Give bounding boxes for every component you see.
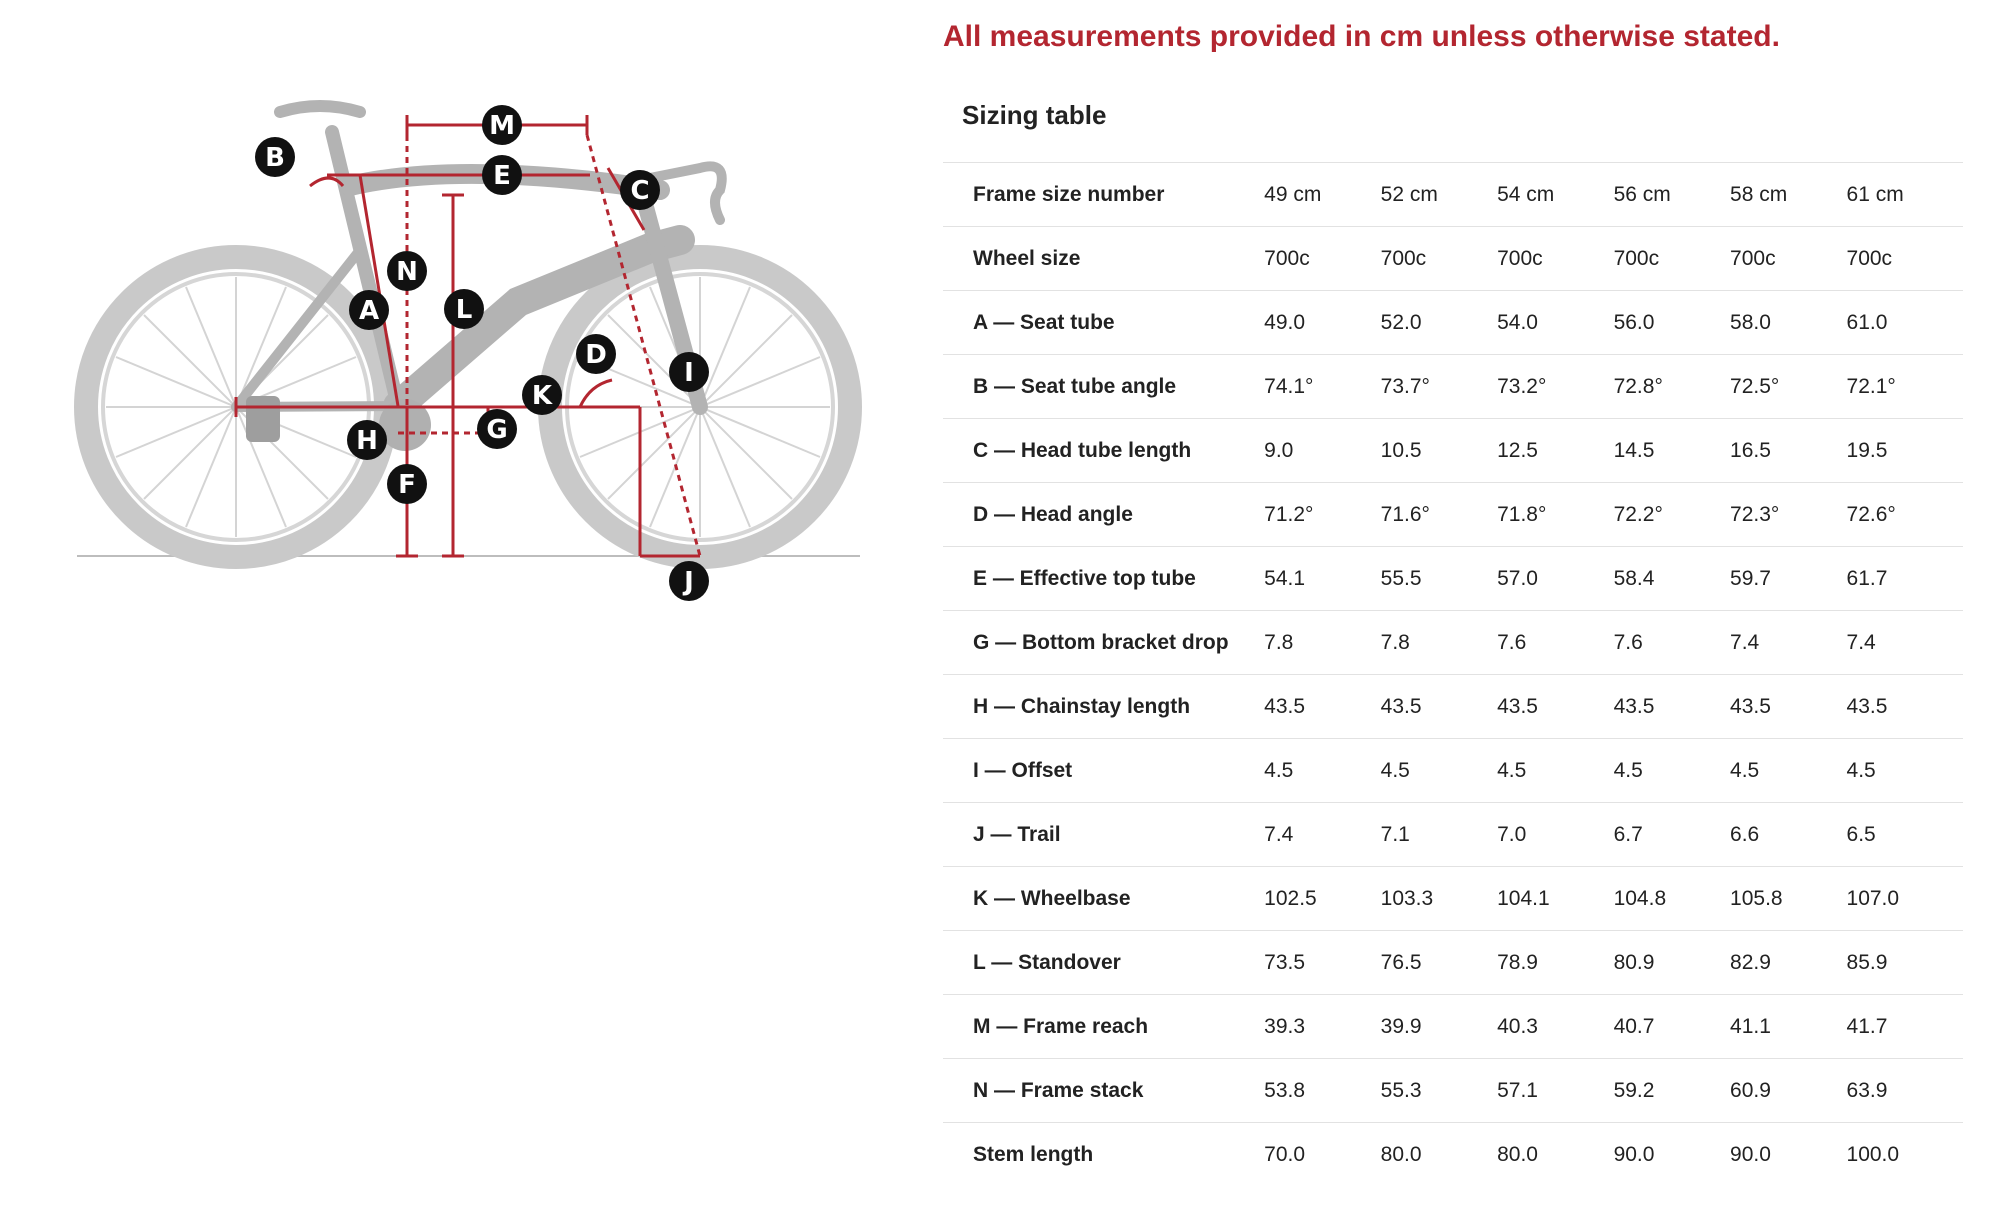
table-cell: 72.8°	[1613, 374, 1663, 398]
table-cell: 71.8°	[1497, 502, 1547, 526]
table-cell: 43.5	[1380, 694, 1422, 718]
table-cell: 56 cm	[1613, 182, 1671, 206]
row-label: H — Chainstay length	[973, 694, 1191, 718]
pin-A	[349, 290, 389, 330]
pin-C	[620, 170, 660, 210]
table-cell: 90.0	[1613, 1142, 1655, 1166]
table-cell: 58.0	[1730, 310, 1771, 334]
bike-geometry-svg	[60, 90, 880, 630]
table-cell: 700c	[1846, 246, 1893, 270]
table-row	[943, 546, 1963, 610]
table-cell: 57.0	[1497, 566, 1538, 590]
table-cell: 7.8	[1264, 630, 1294, 654]
pin-D	[576, 334, 616, 374]
table-row	[943, 482, 1963, 546]
row-label: Frame size number	[973, 182, 1165, 206]
table-cell: 54.1	[1264, 566, 1306, 590]
svg-text:K: K	[531, 381, 553, 411]
table-cell: 90.0	[1730, 1142, 1771, 1166]
table-cell: 80.0	[1497, 1142, 1538, 1166]
table-cell: 53.8	[1264, 1078, 1306, 1102]
table-cell: 700c	[1497, 246, 1543, 270]
table-cell: 40.7	[1613, 1014, 1655, 1038]
table-cell: 6.7	[1613, 822, 1643, 846]
row-label: K — Wheelbase	[973, 886, 1131, 910]
row-label: Stem length	[973, 1142, 1094, 1166]
row-label: B — Seat tube angle	[973, 374, 1177, 398]
table-row	[943, 1058, 1963, 1122]
table-cell: 72.5°	[1730, 374, 1780, 398]
table-row	[943, 162, 1963, 226]
pin-N	[387, 251, 427, 291]
table-cell: 72.1°	[1846, 374, 1896, 398]
table-cell: 43.5	[1264, 694, 1306, 718]
row-label: C — Head tube length	[973, 438, 1192, 462]
table-cell: 700c	[1380, 246, 1427, 270]
svg-text:N: N	[396, 257, 418, 287]
table-cell: 61 cm	[1846, 182, 1904, 206]
table-cell: 7.8	[1380, 630, 1410, 654]
table-cell: 58.4	[1613, 566, 1655, 590]
row-label: N — Frame stack	[973, 1078, 1144, 1102]
table-cell: 85.9	[1846, 950, 1888, 974]
table-cell: 63.9	[1846, 1078, 1888, 1102]
svg-text:F: F	[398, 470, 416, 500]
table-row	[943, 226, 1963, 290]
table-cell: 4.5	[1380, 758, 1410, 782]
table-cell: 43.5	[1497, 694, 1538, 718]
svg-text:I: I	[684, 358, 694, 388]
table-row	[943, 354, 1963, 418]
row-label: A — Seat tube	[973, 310, 1115, 334]
table-cell: 43.5	[1613, 694, 1655, 718]
table-row	[943, 738, 1963, 802]
sizing-table-title: Sizing table	[962, 100, 1107, 130]
measurement-notice: All measurements provided in cm unless otherwise stated.	[943, 20, 1780, 53]
table-row	[943, 930, 1963, 994]
table-cell: 19.5	[1846, 438, 1888, 462]
svg-text:J: J	[684, 567, 694, 597]
table-cell: 55.3	[1380, 1078, 1422, 1102]
table-cell: 6.6	[1730, 822, 1760, 846]
table-cell: 7.0	[1497, 822, 1527, 846]
table-cell: 43.5	[1846, 694, 1888, 718]
table-cell: 39.9	[1380, 1014, 1422, 1038]
table-cell: 59.7	[1730, 566, 1771, 590]
table-cell: 78.9	[1497, 950, 1538, 974]
pin-M	[482, 105, 522, 145]
svg-text:A: A	[358, 296, 380, 326]
svg-text:M: M	[489, 111, 515, 141]
table-cell: 49 cm	[1264, 182, 1322, 206]
pin-K	[522, 375, 562, 415]
table-cell: 700c	[1730, 246, 1776, 270]
row-label: J — Trail	[973, 822, 1061, 846]
table-cell: 82.9	[1730, 950, 1771, 974]
table-cell: 105.8	[1730, 886, 1783, 910]
table-row	[943, 1122, 1963, 1186]
pin-E	[482, 155, 522, 195]
table-cell: 70.0	[1264, 1142, 1306, 1166]
table-cell: 107.0	[1846, 886, 1900, 910]
table-cell: 102.5	[1264, 886, 1317, 910]
table-cell: 72.3°	[1730, 502, 1780, 526]
table-cell: 76.5	[1380, 950, 1422, 974]
svg-text:B: B	[265, 143, 285, 173]
svg-text:C: C	[630, 176, 650, 206]
table-row	[943, 290, 1963, 354]
table-cell: 700c	[1264, 246, 1310, 270]
table-cell: 104.1	[1497, 886, 1550, 910]
row-label: D — Head angle	[973, 502, 1133, 526]
table-row	[943, 674, 1963, 738]
table-cell: 72.2°	[1613, 502, 1663, 526]
table-cell: 4.5	[1613, 758, 1643, 782]
table-cell: 73.2°	[1497, 374, 1547, 398]
svg-text:D: D	[585, 340, 607, 370]
table-cell: 71.6°	[1380, 502, 1430, 526]
table-row	[943, 802, 1963, 866]
row-label: I — Offset	[973, 758, 1073, 782]
table-cell: 72.6°	[1846, 502, 1896, 526]
table-cell: 14.5	[1613, 438, 1655, 462]
table-cell: 43.5	[1730, 694, 1771, 718]
table-cell: 16.5	[1730, 438, 1771, 462]
table-row	[943, 610, 1963, 674]
table-row	[943, 994, 1963, 1058]
table-cell: 58 cm	[1730, 182, 1788, 206]
table-cell: 71.2°	[1264, 502, 1314, 526]
svg-text:L: L	[455, 295, 473, 325]
table-cell: 41.1	[1730, 1014, 1771, 1038]
table-cell: 700c	[1613, 246, 1660, 270]
pin-I	[669, 352, 709, 392]
svg-text:G: G	[486, 415, 508, 445]
table-cell: 7.4	[1730, 630, 1760, 654]
table-cell: 100.0	[1846, 1142, 1900, 1166]
pin-F	[387, 464, 427, 504]
table-cell: 41.7	[1846, 1014, 1888, 1038]
table-cell: 55.5	[1380, 566, 1422, 590]
table-cell: 7.4	[1846, 630, 1876, 654]
pin-H	[347, 420, 387, 460]
table-cell: 4.5	[1730, 758, 1760, 782]
rear-derailleur	[246, 396, 280, 442]
table-cell: 52.0	[1380, 310, 1422, 334]
table-cell: 12.5	[1497, 438, 1538, 462]
table-cell: 9.0	[1264, 438, 1294, 462]
table-cell: 74.1°	[1264, 374, 1314, 398]
table-cell: 56.0	[1613, 310, 1655, 334]
table-cell: 6.5	[1846, 822, 1876, 846]
table-cell: 61.7	[1846, 566, 1888, 590]
svg-text:H: H	[356, 426, 378, 456]
table-cell: 4.5	[1264, 758, 1294, 782]
table-cell: 39.3	[1264, 1014, 1306, 1038]
table-cell: 7.1	[1380, 822, 1410, 846]
table-row	[943, 866, 1963, 930]
table-cell: 52 cm	[1380, 182, 1438, 206]
row-label: G — Bottom bracket drop	[973, 630, 1229, 654]
pin-B	[255, 137, 295, 177]
table-cell: 54 cm	[1497, 182, 1555, 206]
table-cell: 59.2	[1613, 1078, 1655, 1102]
sizing-table	[943, 162, 1963, 1186]
table-cell: 73.7°	[1380, 374, 1430, 398]
table-cell: 61.0	[1846, 310, 1888, 334]
table-row	[943, 418, 1963, 482]
table-cell: 57.1	[1497, 1078, 1538, 1102]
pin-G	[477, 409, 517, 449]
row-label: E — Effective top tube	[973, 566, 1196, 590]
table-cell: 7.4	[1264, 822, 1294, 846]
table-cell: 80.0	[1380, 1142, 1422, 1166]
table-cell: 49.0	[1264, 310, 1306, 334]
table-cell: 73.5	[1264, 950, 1306, 974]
table-cell: 104.8	[1613, 886, 1667, 910]
table-cell: 7.6	[1497, 630, 1527, 654]
row-label: Wheel size	[973, 246, 1081, 270]
table-cell: 7.6	[1613, 630, 1643, 654]
table-cell: 4.5	[1497, 758, 1527, 782]
table-cell: 54.0	[1497, 310, 1538, 334]
table-cell: 60.9	[1730, 1078, 1771, 1102]
table-cell: 40.3	[1497, 1014, 1538, 1038]
table-cell: 103.3	[1380, 886, 1434, 910]
bike-geometry-diagram	[60, 90, 880, 630]
pin-L	[444, 289, 484, 329]
table-cell: 4.5	[1846, 758, 1876, 782]
row-label: L — Standover	[973, 950, 1121, 974]
svg-text:E: E	[493, 161, 511, 191]
table-cell: 80.9	[1613, 950, 1655, 974]
pin-J	[669, 561, 709, 601]
table-cell: 10.5	[1380, 438, 1422, 462]
row-label: M — Frame reach	[973, 1014, 1149, 1038]
